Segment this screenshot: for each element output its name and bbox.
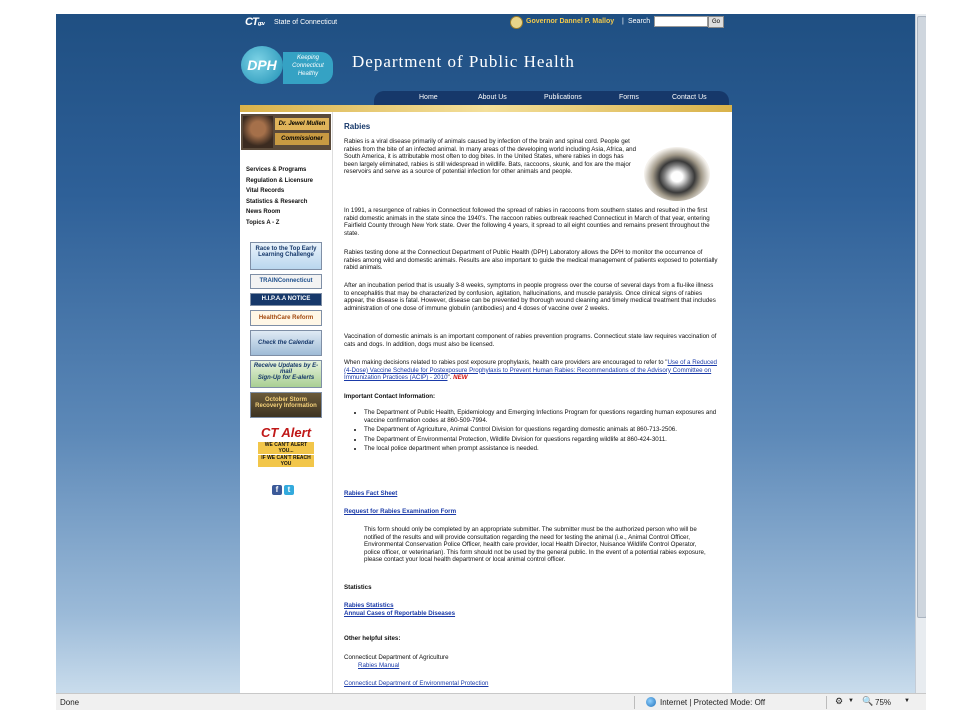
governor-link[interactable]: Governor Dannel P. Malloy [526,18,615,25]
page-title: Rabies [344,122,371,131]
exam-form-note: This form should only be completed by an appropriate submitter. The submitter must be the authorized person who will be notified of the results and will provide consultation regarding the need for testing the animal (i.e., Animal Control Officer, Environmental Conservation Police Officer, health care provider, local Health Director, Nuisance Wildlife Control Operator, police officer, or veterinarian). This form should not be used by the general public. In the event of a potential rabies exposure, please contact your local health department or local animal control officer. [364,526,706,564]
status-divider [634,696,635,709]
annual-cases-link[interactable]: Annual Cases of Reportable Diseases [344,610,456,617]
sidebar-item-news-room[interactable]: News Room [246,209,281,216]
train-connecticut-banner[interactable] [250,274,322,289]
prophylaxis-prefix: When making decisions related to rabies post exposure prophylaxis, health care providers are encouraged to refer to " [344,359,668,366]
october-storm-text: October Storm Recovery Information [255,397,317,409]
contact-item: • The Department of Environmental Protection, Wildlife Division for questions regarding wildlife at 860-424-3011. [364,436,718,444]
vertical-scrollbar[interactable] [915,14,926,693]
twitter-icon[interactable]: t [284,485,294,495]
hipaa-notice-banner[interactable] [250,293,322,306]
state-top-strip [240,14,916,31]
email-updates-banner[interactable] [250,360,322,388]
dph-logo[interactable] [239,42,339,88]
internet-globe-icon [646,697,656,707]
sidebar-nav [246,165,330,229]
dph-logo-badge: DPH [241,46,283,84]
new-badge: NEW [453,374,468,382]
check-calendar-banner[interactable] [250,330,322,356]
hipaa-notice-text: H.I.P.A.A NOTICE [261,296,311,302]
search-go-button[interactable]: Go [708,16,724,28]
browser-window [56,14,926,710]
prophylaxis-suffix: ". [447,374,452,382]
zoom-level[interactable]: 75% [875,698,892,707]
other-sites-heading: Other helpful sites: [344,635,401,642]
history-paragraph: In 1991, a resurgence of rabies in Connecticut followed the spread of rabies in raccoons from southern states and resulted in the first rabid domestic animals in the state since the 1940's. The raccoon rabies outbreak reached Connecticut in March of that year, entering Fairfield County through New York state. Over the following 4 years, it spread to all eight counties and remains present throughout the state. [344,207,710,237]
contact-item: • The Department of Public Health, Epidemiology and Emerging Infections Program for questions regarding human exposures and vaccine confirmation codes at 860-509-7994. [364,409,718,424]
commissioner-name: Dr. Jewel Mullen [275,118,329,130]
search-input[interactable] [654,16,708,27]
commissioner-photo [243,116,273,148]
commissioner-role: Commissioner [275,133,329,145]
contact-heading: Important Contact Information: [344,393,436,400]
dph-logo-tagline: Keeping Connecticut Healthy [283,52,333,84]
ct-gov-logo[interactable] [245,16,264,28]
rabies-statistics-link[interactable]: Rabies Statistics [344,602,394,609]
testing-paragraph: Rabies testing done at the Connecticut Department of Public Health (DPH) Laboratory allows the DPH to monitor the occurrence of rabies among wild and domestic animals. Results are also important to guide the medical management of patients exposed to potentially rabid animals. [344,249,718,272]
prophylaxis-paragraph [344,359,718,382]
governor-seal-icon [510,16,523,29]
raccoon-image [644,147,710,201]
rabies-manual-link[interactable]: Rabies Manual [358,662,400,669]
env-protection-link[interactable]: Connecticut Department of Environmental Protection [344,680,489,687]
sidebar-item-topics-a-z[interactable]: Topics A - Z [246,219,280,226]
status-text: Done [60,698,80,707]
zoom-dropdown-icon[interactable]: ▼ [904,698,910,704]
october-storm-banner[interactable] [250,392,322,418]
contact-item: • The local police department when prompt assistance is needed. [364,445,718,453]
check-calendar-text: Check the Calendar [257,340,315,346]
sidebar-item-statistics-research[interactable]: Statistics & Research [246,198,308,205]
department-title: Department of Public Health [352,52,575,71]
nav-contact-us[interactable]: Contact Us [672,94,707,101]
state-of-connecticut-link[interactable]: State of Connecticut [274,19,338,26]
main-nav [374,91,729,105]
contact-list [344,409,718,455]
top-separator: | [622,18,624,25]
facebook-icon[interactable]: f [272,485,282,495]
rabies-fact-sheet-link[interactable]: Rabies Fact Sheet [344,490,398,497]
page-body [240,105,732,693]
sidebar-item-vital-records[interactable]: Vital Records [246,188,285,195]
security-zone-text[interactable]: Internet | Protected Mode: Off [660,698,766,707]
train-connecticut-text: TRAINConnecticut [259,278,313,284]
intro-paragraph: Rabies is a viral disease primarily of animals caused by infection of the brain and spinal cord. People get rabies from the bite of an infected animal. In many areas of the developing world including Asia, Africa, and South America, it is attributable most often to dog bites. In the United States, where rabies in dogs has been largely eliminated, rabies is still widespread in wildlife. Bats, raccoons, skunk, and fox are the major reservoirs and serve as a source of potential infection for other animals and people. [344,138,637,176]
page-viewport [56,14,916,693]
nav-publications[interactable]: Publications [544,94,582,101]
vaccination-paragraph: Vaccination of domestic animals is an important component of rabies prevention programs. Connecticut state law requires vaccination of cats and dogs. In addition, dogs must also be licensed. [344,333,717,348]
protected-mode-icon[interactable]: ⚙ [835,696,844,706]
email-updates-text: Receive Updates by E-mail [253,363,319,375]
nav-forms[interactable]: Forms [619,94,639,101]
zoom-icon[interactable]: 🔍 [862,696,874,706]
social-links [272,479,296,497]
ct-logo-sub: .gov [257,21,264,27]
agriculture-text: Connecticut Department of Agriculture [344,654,449,661]
healthcare-reform-banner[interactable] [250,310,322,326]
gold-divider [240,105,732,112]
symptoms-paragraph: After an incubation period that is usually 3-8 weeks, symptoms in people progress over the course of several days from a flu-like illness to encephalitis that may be characterized by confusion, agitation, hallucinations, and muscle paralysis. Once clinical signs of rabies appear, the disease is fatal. However, disease can be prevented by thorough wound cleaning and timely medical treatment that includes administration of one dose of immune globulin (antibodies) and 4 doses of vaccine over 2 weeks. [344,282,716,312]
ct-logo-text: CT [245,16,258,28]
ct-alert-banner[interactable] [250,422,322,472]
left-sidebar [240,112,333,693]
ct-alert-sub1: WE CAN'T ALERT YOU... [258,442,314,454]
nav-home[interactable]: Home [419,94,438,101]
sidebar-item-regulation-licensure[interactable]: Regulation & Licensure [246,177,314,184]
rabies-exam-form-link[interactable]: Request for Rabies Examination Form [344,508,457,515]
race-to-the-top-text: Race to the Top Early Learning Challenge [255,246,317,258]
email-signup-text: Sign-Up for E-alerts [257,375,315,381]
status-bar [56,693,926,710]
sidebar-item-services-programs[interactable]: Services & Programs [246,167,307,173]
status-divider [826,696,827,709]
ct-alert-title: CT Alert [260,425,312,440]
dropdown-arrow-icon[interactable]: ▼ [848,698,854,704]
race-to-the-top-banner[interactable] [250,242,322,270]
ct-alert-sub2: IF WE CAN'T REACH YOU [258,455,314,467]
nav-about-us[interactable]: About Us [478,94,507,101]
acip-recommendations-link[interactable]: Use of a Reduced (4-Dose) Vaccine Schedule for Postexposure Prophylaxis to Prevent Human Rabies: Recommendations of the Advisory Committee on Immunization Practices (ACIP) - 2010 [344,359,717,382]
search-label: Search [628,18,651,25]
scrollbar-thumb[interactable] [917,16,926,618]
commissioner-banner[interactable] [241,114,331,150]
contact-item: • The Department of Agriculture, Animal Control Division for questions regarding domestic animals at 860-713-2506. [364,426,718,434]
statistics-heading: Statistics [344,584,372,591]
healthcare-reform-text: HealthCare Reform [258,315,314,321]
